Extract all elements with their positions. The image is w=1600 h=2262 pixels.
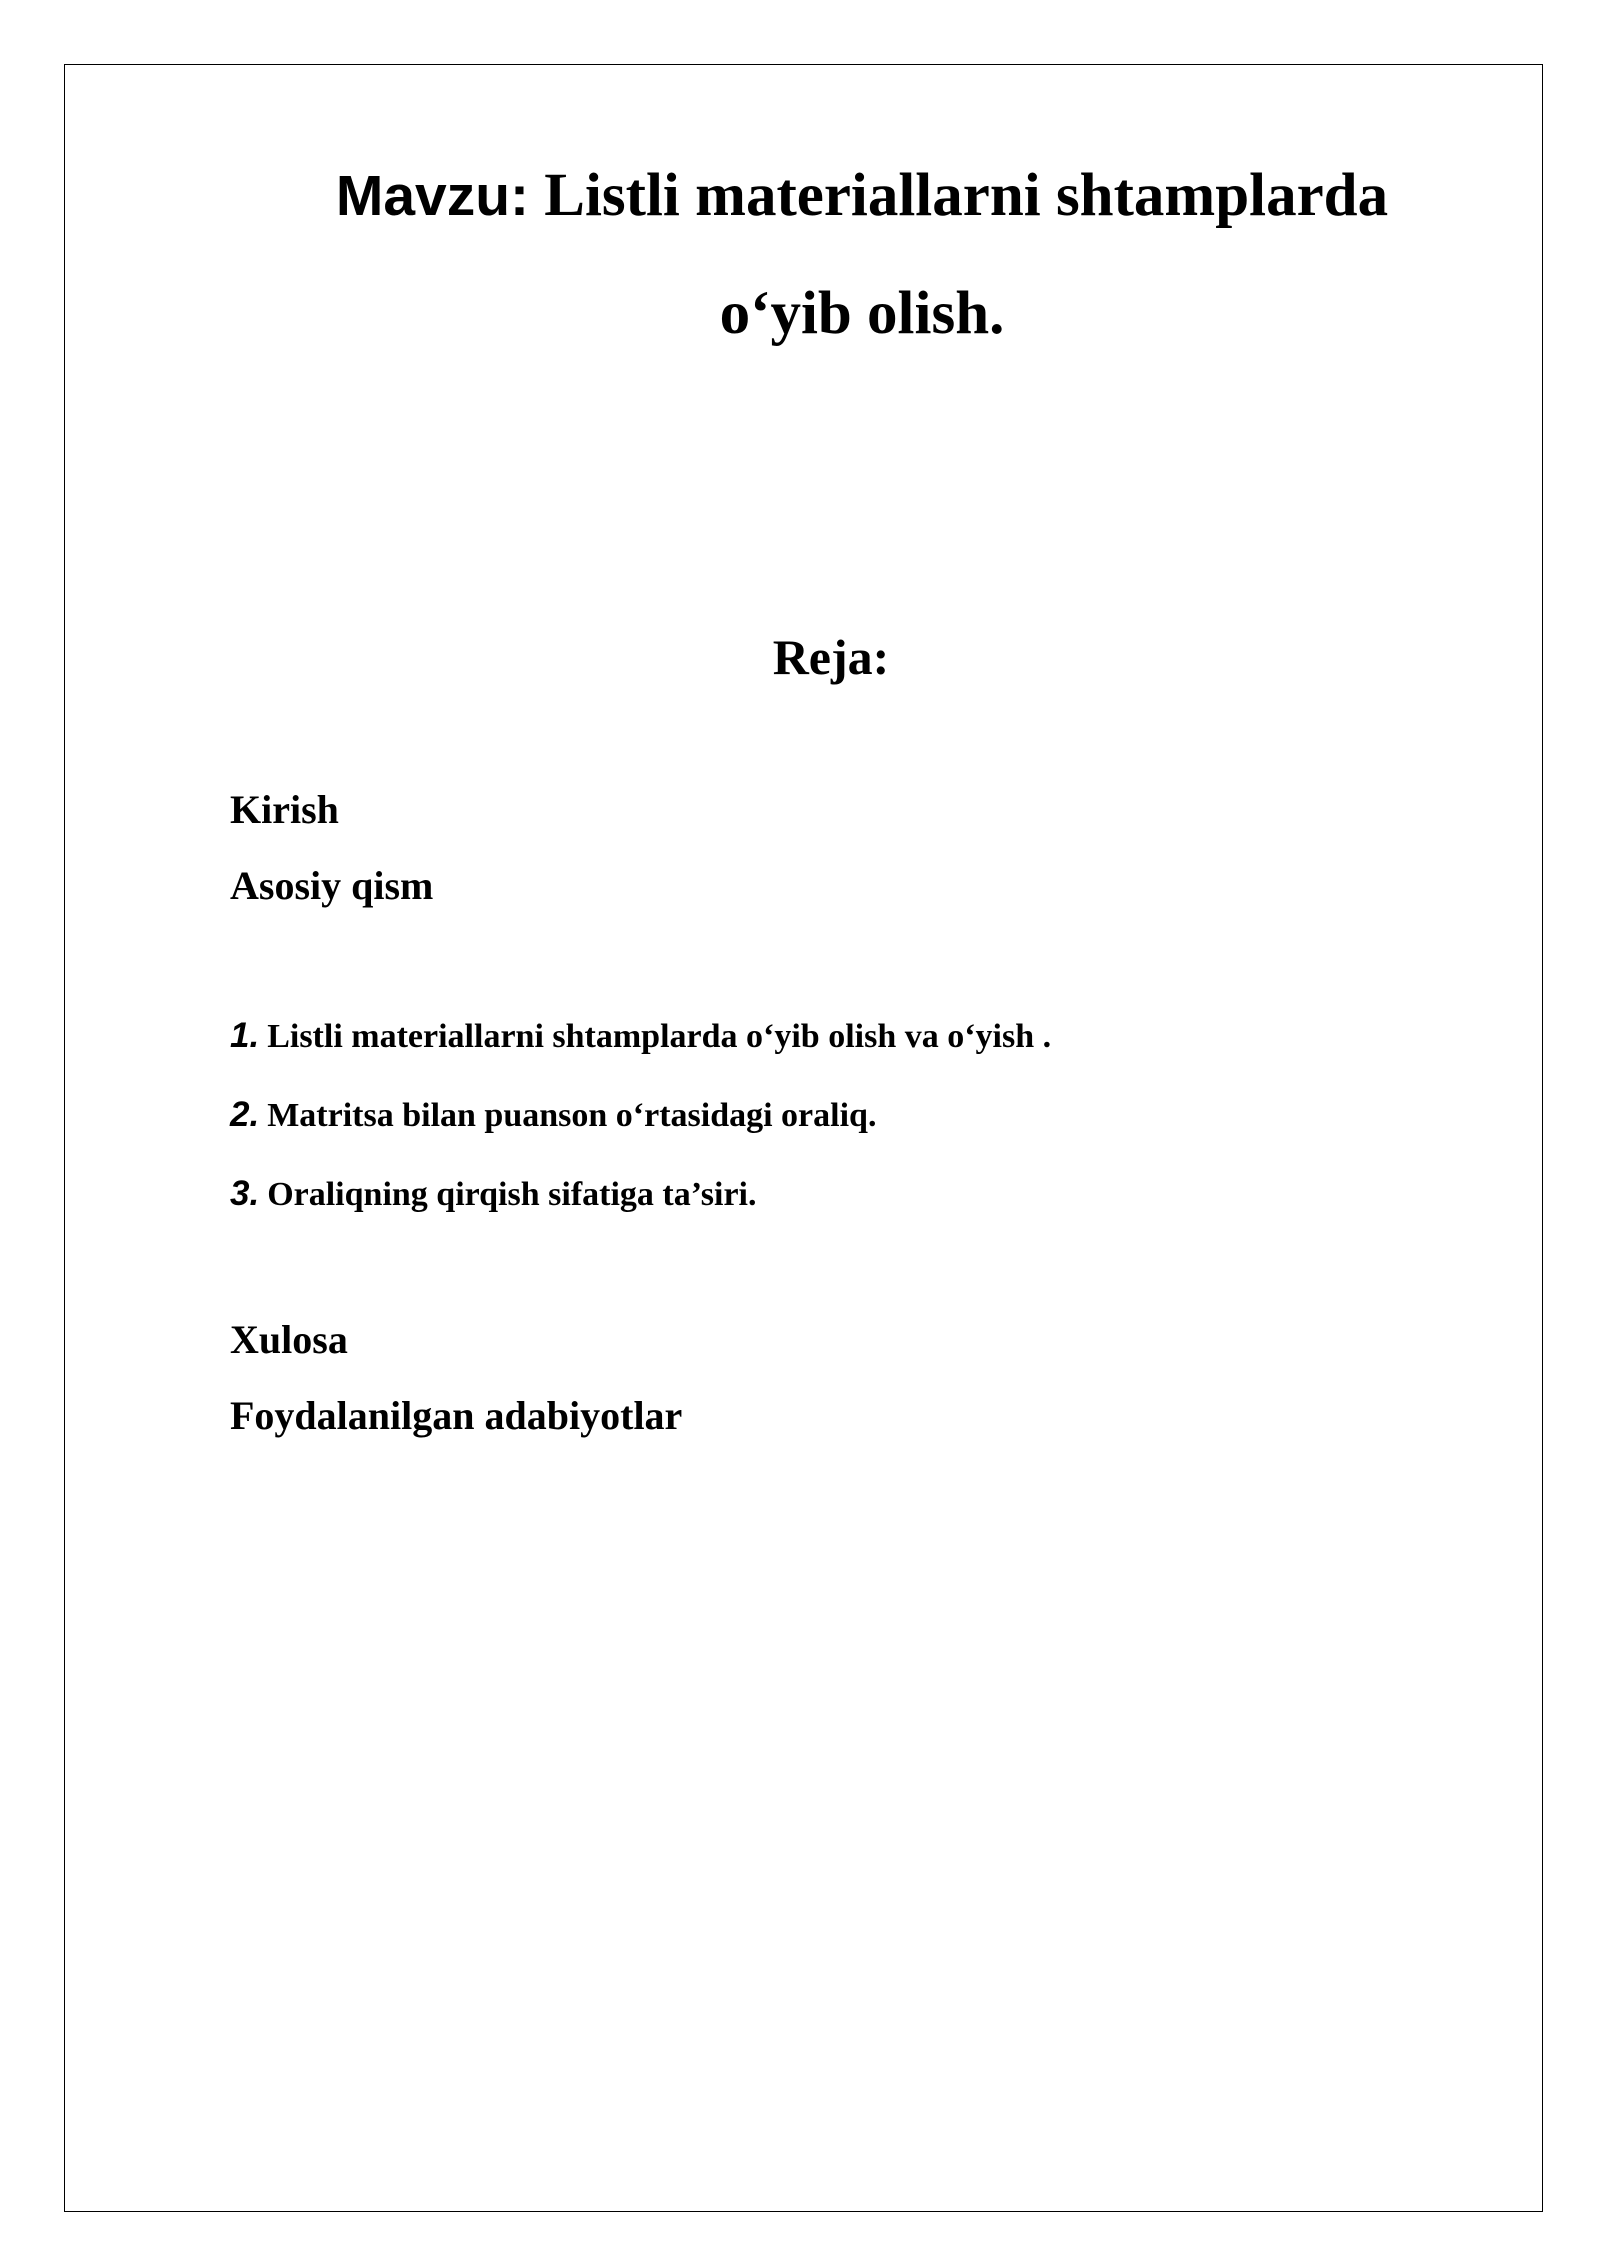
section-main-part: Asosiy qism: [230, 863, 434, 908]
section-references: Foydalanilgan adabiyotlar: [230, 1393, 683, 1438]
document-title-line-2: o‘yib olish.: [719, 280, 1005, 347]
plan-item-2: [230, 1097, 876, 1133]
plan-item-number: 3.: [230, 1174, 260, 1213]
plan-item-number: 2.: [230, 1095, 260, 1134]
plan-item-text: Matritsa bilan puanson o‘rtasidagi oraliq.: [267, 1097, 877, 1134]
plan-item-3: [230, 1176, 757, 1212]
section-intro: Kirish: [230, 787, 339, 832]
plan-heading: Reja:: [772, 629, 890, 685]
title-prefix: Mavzu:: [335, 164, 530, 228]
plan-item-number: 1.: [230, 1016, 260, 1055]
plan-item-text: Listli materiallarni shtamplarda o‘yib olish va o‘yish .: [267, 1018, 1052, 1055]
document-title-line-1: [62, 162, 1600, 229]
page-border: [64, 64, 1543, 2212]
plan-item-text: Oraliqning qirqish sifatiga ta’siri.: [267, 1176, 757, 1213]
section-conclusion: Xulosa: [230, 1317, 348, 1362]
plan-item-1: [230, 1018, 1051, 1054]
title-text: Listli materiallarni shtamplarda: [529, 162, 1389, 229]
